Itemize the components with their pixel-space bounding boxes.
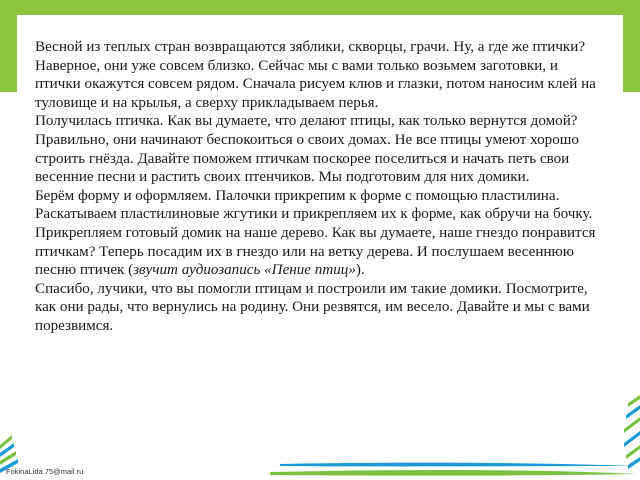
decor-swoosh-blue [280, 463, 635, 467]
paragraph-3 [35, 187, 605, 280]
paragraph-3-end: ). [355, 262, 365, 279]
decor-swoosh [270, 460, 640, 480]
decor-stripe [624, 431, 640, 447]
slide-body-text [35, 38, 605, 336]
decor-stripe [628, 395, 640, 407]
decor-stripe [624, 417, 640, 433]
stage-direction: звучит аудиозапись «Пение птиц» [133, 262, 356, 279]
paragraph-1: Весной из теплых стран возвращаются зяблики, скворцы, грачи. Ну, а где же птички? Наверное, они уже совсем близко. Сейчас мы с вами только возьмем заготовки, и птички окажутся совсем рядом. Сначала рисуем клюв и глазки, потом наносим клей на туловище и на крылья, а сверху прикладываем перья. [35, 39, 596, 111]
author-watermark: FokinaLida.75@mail.ru [6, 467, 84, 476]
decor-stripe [626, 445, 640, 459]
paragraph-4: Спасибо, лучики, что вы помогли птицам и построили им такие домики. Посмотрите, как они рады, что вернулись на родину. Они резвятся, им весело. Давайте и мы с вами порезвимся. [35, 280, 590, 334]
decor-swoosh-green [270, 470, 638, 476]
paragraph-2: Получилась птичка. Как вы думаете, что делают птицы, как только вернутся домой? Правильно, они начинают беспокоиться о своих домах. Не все птицы умеют хорошо строить гнёзда. Давайте поможем птичкам поскорее поселиться и начать петь свои весенние песни и растить своих птенчиков. Мы подготовим для них домики. [35, 113, 579, 186]
paragraph-3-text: Берём форму и оформляем. Палочки прикрепим к форме с помощью пластилина. Раскатываем пластилиновые жгутики и прикрепляем их к форме, как обручи на бочку. Прикрепляем готовый домик на наше дерево. Как вы думаете, наше гнездо понравится птичкам? Теперь посадим их в гнездо или на ветку дерева. И послушаем весеннюю песню птичек ( [35, 187, 596, 279]
decor-stripe [626, 405, 640, 419]
